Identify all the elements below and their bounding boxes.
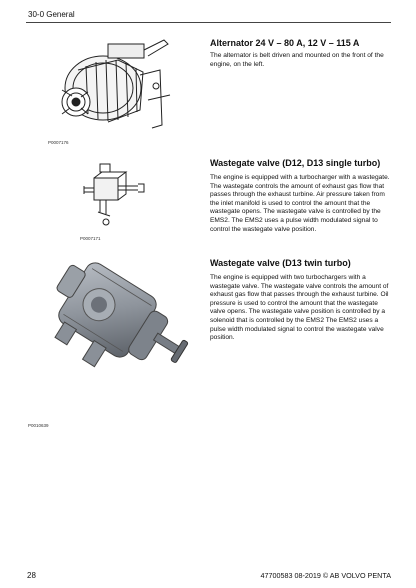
header-divider [26,22,391,23]
page-number: 28 [27,571,36,580]
wastegate-valve-single-illustration [80,160,150,230]
wastegate-single-heading: Wastegate valve (D12, D13 single turbo) [210,158,381,168]
section-header: 30-0 General [28,10,75,19]
alternator-heading: Alternator 24 V – 80 A, 12 V – 115 A [210,38,360,48]
alternator-figure-ref: P0007176 [48,140,69,145]
document-info: 47700583 08-2019 © AB VOLVO PENTA [260,571,391,580]
wastegate-twin-figure-ref: P0010639 [28,423,49,428]
wastegate-twin-heading: Wastegate valve (D13 twin turbo) [210,258,351,268]
wastegate-single-figure-ref: P0007171 [80,236,101,241]
alternator-illustration [48,30,178,135]
wastegate-single-body: The engine is equipped with a turbocharger with a wastegate. The wastegate controls the amount of exhaust gas flow that passes through the exhaust turbine. Air pressure taken from the inlet manifold is used to control the amount that the wastegate opens. The wastegate valve is controlled by the EMS2. The EMS2 uses a pulse width modulated signal to control the wastegate valve position. [210,174,390,233]
wastegate-twin-body: The engine is equipped with two turbochargers with a wastegate valve. The wastegate valve controls the amount of exhaust gas flow that passes through the exhaust turbine. Oil pressure is used to control the amount that the wastegate valve opens. The wastegate valve position is controlled by a solenoid that is controlled by the EMS2 The EMS2 uses a pulse width modulated signal to control the wastegate valve position. [210,274,389,342]
wastegate-valve-twin-photo [28,258,193,413]
alternator-body: The alternator is belt driven and mounted on the front of the engine, on the left. [210,52,384,68]
